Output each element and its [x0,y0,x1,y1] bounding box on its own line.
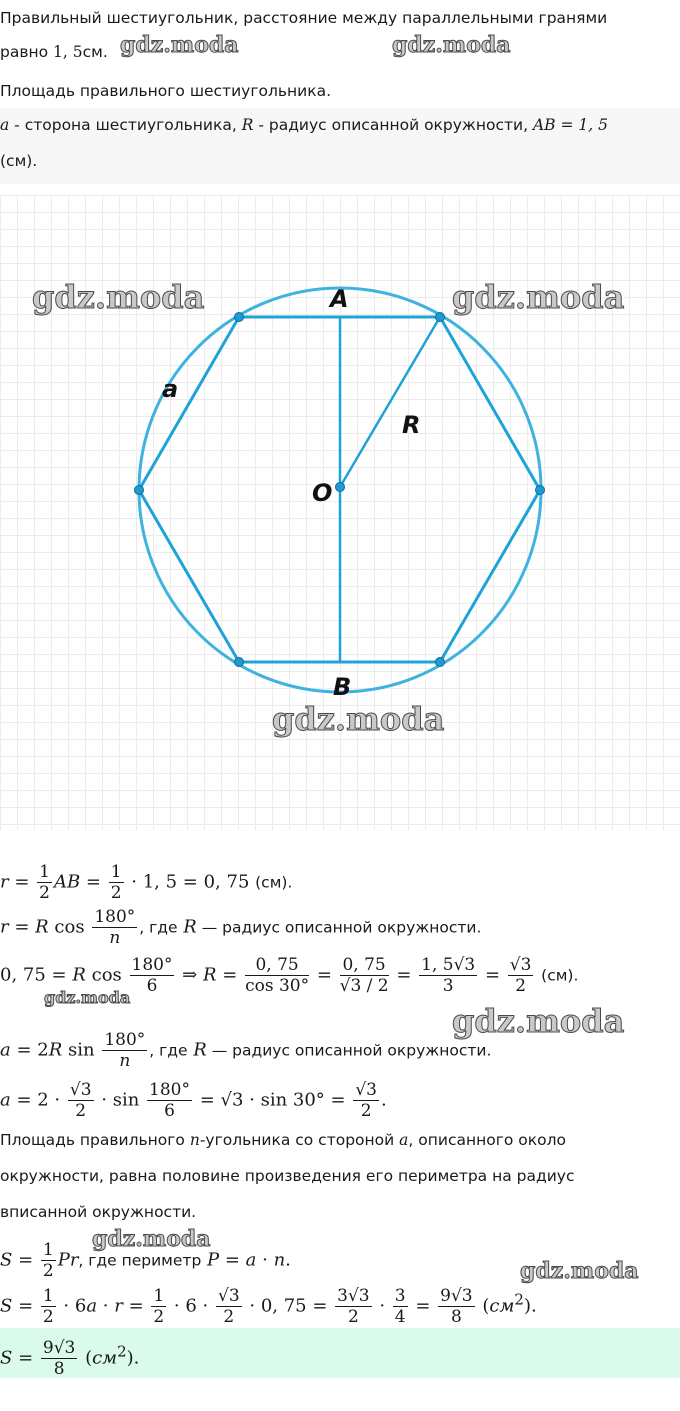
watermark: gdz.moda [392,32,511,58]
formula-2-text: — радиус описанной окружности. [196,918,482,937]
label-A: A [330,285,349,313]
def-R-var: R [241,116,254,134]
formula-3-unit: (см). [541,966,579,985]
theorem-line-2: окружности, равна половине произведения его периметра на радиус [0,1167,575,1185]
radius-R [340,317,440,487]
formula-2-where: , где [139,918,178,937]
intro-value: 1, 5 [53,43,83,61]
intro-suffix: см. [82,43,108,61]
label-O: O [312,479,333,507]
watermark: gdz.moda [92,1226,211,1252]
formula-6-where: , где периметр [78,1251,202,1270]
watermark: gdz.moda [452,278,625,316]
intro-line-1: Правильный шестиугольник, расстояние между параллельными гранями [0,9,608,27]
vertex-point [235,658,244,667]
formula-S-general: S = $\frac{1}{2}$ Pr, где периметр P = a · n. [0,1240,291,1281]
label-B: B [333,673,352,701]
formula-a-sin: a = 2R sin $\frac{180^\circ}{n}$ , где R — радиус описанной окружности. [0,1030,492,1071]
definitions-line [0,114,608,136]
formula-S-computed: S = $\frac{1}{2}$ · 6a · r = $\frac{1}{2}$ · 6 · $\frac{√3}{2}$ · 0, 75 = $\frac{3√3}{2}$ · $\frac{3}{4}$ = $\frac{9√3}{8}$ $(см^2)$. [0,1286,537,1327]
formula-4-text: — радиус описанной окружности. [206,1041,492,1060]
theorem-l1: Площадь правильного [0,1131,185,1149]
def-R-text: - радиус описанной окружности, [253,116,533,134]
formula-r-cos: r = R cos $\frac{180^\circ}{n}$ , где R — радиус описанной окружности. [0,907,482,948]
theorem-line-3: вписанной окружности. [0,1203,197,1221]
vertex-point [135,486,144,495]
vertex-point [235,313,244,322]
theorem-a: a [399,1131,409,1149]
definitions-unit: (см). [0,152,38,170]
formula-R-value: 0, 75 = R cos $\frac{180^\circ}{6}$ ⇒ R = $\frac{0, 75}{\cos 30^\circ}$ = $\frac{0, 75}{√3 / 2}$ = $\frac{1, 5√3}{3}$ = $\frac{√3}{2}$ (см). [0,955,579,996]
def-a-var: a [0,116,10,134]
watermark: gdz.moda [120,32,239,58]
intro-prefix: равно [0,43,49,61]
theorem-line-1 [0,1129,566,1151]
watermark: gdz.moda [452,1002,625,1040]
label-a: a [162,375,179,403]
vertex-point [436,313,445,322]
def-a-text: - сторона шестиугольника, [9,116,242,134]
theorem-n: n [189,1131,200,1149]
vertex-point [436,658,445,667]
formula-answer: S = $\frac{9√3}{8}$ $(см^2)$. [0,1338,140,1379]
formula-4-where: , где [149,1041,188,1060]
theorem-mid: -угольника со стороной [199,1131,395,1149]
theorem-end: , описанного около [408,1131,567,1149]
vertex-point [536,486,545,495]
heading: Площадь правильного шестиугольника. [0,82,331,100]
intro-line-2 [0,41,108,63]
formula-r-unit: (см). [255,873,293,892]
center-point [336,483,345,492]
formula-r: r = $\frac{1}{2}$ AB = $\frac{1}{2}$ · 1, 5 = 0, 75 (см). [0,862,293,903]
label-R: R [402,411,421,439]
watermark: gdz.moda [272,700,445,738]
watermark: gdz.moda [44,988,131,1007]
watermark: gdz.moda [520,1258,639,1284]
watermark: gdz.moda [32,278,205,316]
def-ab-expr: AB = 1, 5 [532,116,608,134]
formula-a-value: a = 2 · $\frac{√3}{2}$ · sin $\frac{180^\circ}{6}$ = √3 · sin 30° = $\frac{√3}{2}$ . [0,1080,387,1121]
